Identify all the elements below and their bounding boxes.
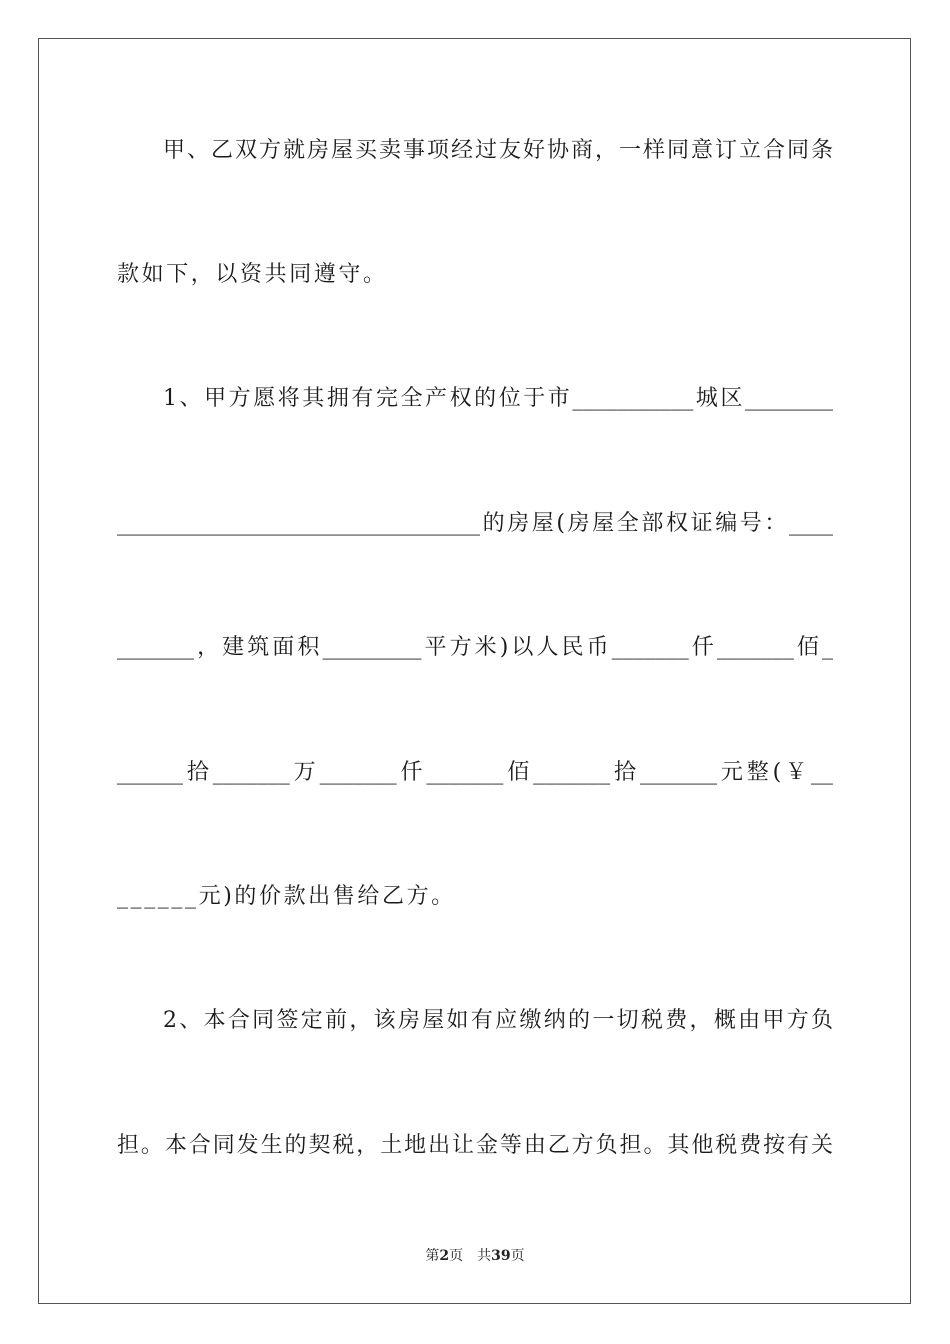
footer-prefix: 第 [425,1248,440,1264]
page-footer [0,1246,950,1266]
total-page-count: 39 [491,1248,511,1264]
current-page-number: 2 [439,1248,450,1264]
clause-1-line: ______拾_______万_______仟_______佰_______拾_______元整(￥__ [117,760,833,785]
page-border [38,38,911,1304]
footer-mid: 页 共 [449,1248,492,1264]
footer-suffix: 页 [510,1248,525,1264]
clause-1-line: ______元)的价款出售给乙方。 [117,884,456,909]
clause-1-line: 1、甲方愿将其拥有完全产权的位于市___________城区________ [163,386,833,411]
paragraph-line: 款如下，以资共同遵守。 [117,262,388,287]
clause-2-line: 担。本合同发生的契税，土地出让金等由乙方负担。其他税费按有关 [117,1133,833,1158]
clause-1-line: _________________________________的房屋(房屋全部权证编号：____ [117,511,833,536]
paragraph-line: 甲、乙双方就房屋买卖事项经过友好协商，一样同意订立合同条 [163,138,833,163]
clause-2-line: 2、本合同签定前，该房屋如有应缴纳的一切税费，概由甲方负 [163,1008,833,1033]
clause-1-line: _______，建筑面积_________平方米)以人民币_______仟_______佰_ [117,635,833,660]
